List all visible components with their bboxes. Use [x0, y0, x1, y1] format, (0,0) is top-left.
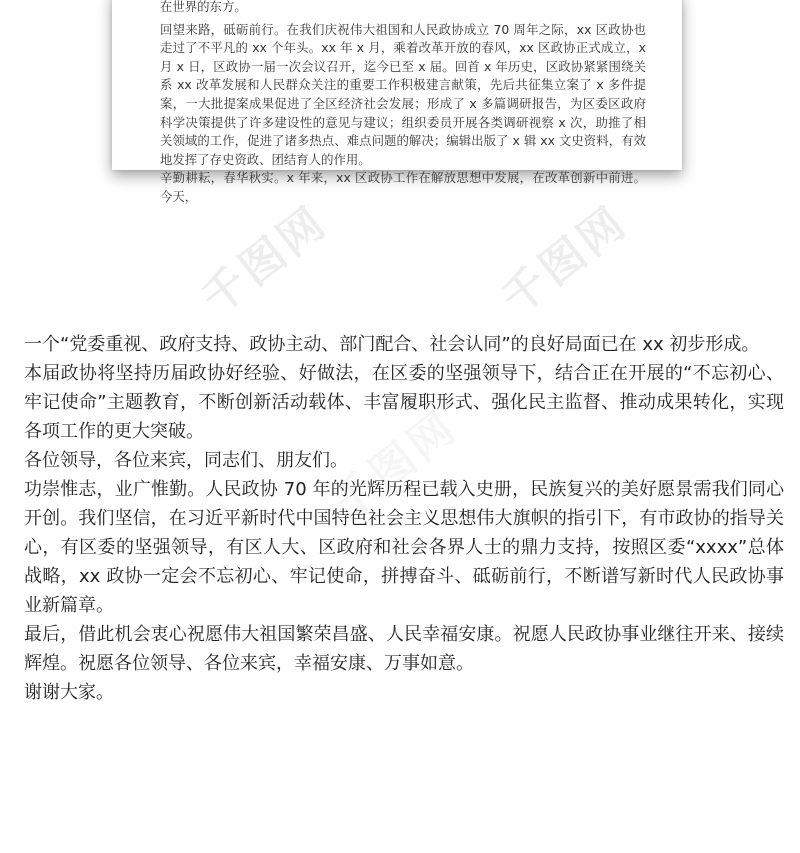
- preview-paragraph: 辛勤耕耘，春华秋实。x 年来，xx 区政协工作在解放思想中发展，在改革创新中前进。今天，: [160, 170, 646, 204]
- speech-body: [24, 330, 784, 707]
- body-paragraph: 本届政协将坚持历届政协好经验、好做法，在区委的坚强领导下，结合正在开展的“不忘初心、牢记使命”主题教育，不断创新活动载体、丰富履职形式、强化民主监督、推动成果转化，实现各项工作的更大突破。: [24, 363, 784, 442]
- document-preview-card: [112, 0, 682, 204]
- watermark-logo: 千图网: [492, 196, 638, 325]
- body-paragraph: 最后，借此机会衷心祝愿伟大祖国繁荣昌盛、人民幸福安康。祝愿人民政协事业继往开来、接续辉煌。祝愿各位领导、各位来宾，幸福安康、万事如意。: [24, 624, 784, 674]
- body-paragraph: 谢谢大家。: [24, 682, 114, 703]
- watermark-logo: 千图网: [322, 401, 468, 530]
- body-paragraph: 功崇惟志，业广惟勤。人民政协 70 年的光辉历程已载入史册，民族复兴的美好愿景需我们同心开创。我们坚信，在习近平新时代中国特色社会主义思想伟大旗帜的指引下，有市政协的指导关心，有区委的坚强领导，有区人大、区政府和社会各界人士的鼎力支持，按照区委“xxxx”总体战略，xx 政协一定会不忘初心、牢记使命，拼搏奋斗、砥砺前行，不断谱写新时代人民政协事业新篇章。: [24, 479, 784, 616]
- cut-off-line: 在世界的东方。: [160, 0, 247, 14]
- preview-paragraph: 回望来路，砥砺前行。在我们庆祝伟大祖国和人民政协成立 70 周年之际，xx 区政协也走过了不平凡的 xx 个年头。xx 年 x 月，乘着改革开放的春风，xx 区政协正式成立，x 月 x 日，区政协一届一次会议召开，迄今已至 x 届。回首 x 年历史，区政协紧紧围绕关系 xx 改革发展和人民群众关注的重要工作积极建言献策，先后共征集立案了 x 多件提案，一大批提案成果促进了全区经济社会发展；形成了 x 多篇调研报告，为区委区政府科学决策提供了许多建设性的意见与建议；组织委员开展各类调研视察 x 次，助推了相关领域的工作，促进了诸多热点、难点问题的解决；编辑出版了 x 辑 xx 文史资料，有效地发挥了存史资政、团结育人的作用。: [160, 21, 646, 167]
- body-paragraph: 各位领导，各位来宾，同志们、朋友们。: [24, 450, 348, 471]
- watermark-logo: 千图网: [192, 196, 338, 325]
- body-paragraph: 一个“党委重视、政府支持、政协主动、部门配合、社会认同”的良好局面已在 xx 初步形成。: [24, 334, 760, 355]
